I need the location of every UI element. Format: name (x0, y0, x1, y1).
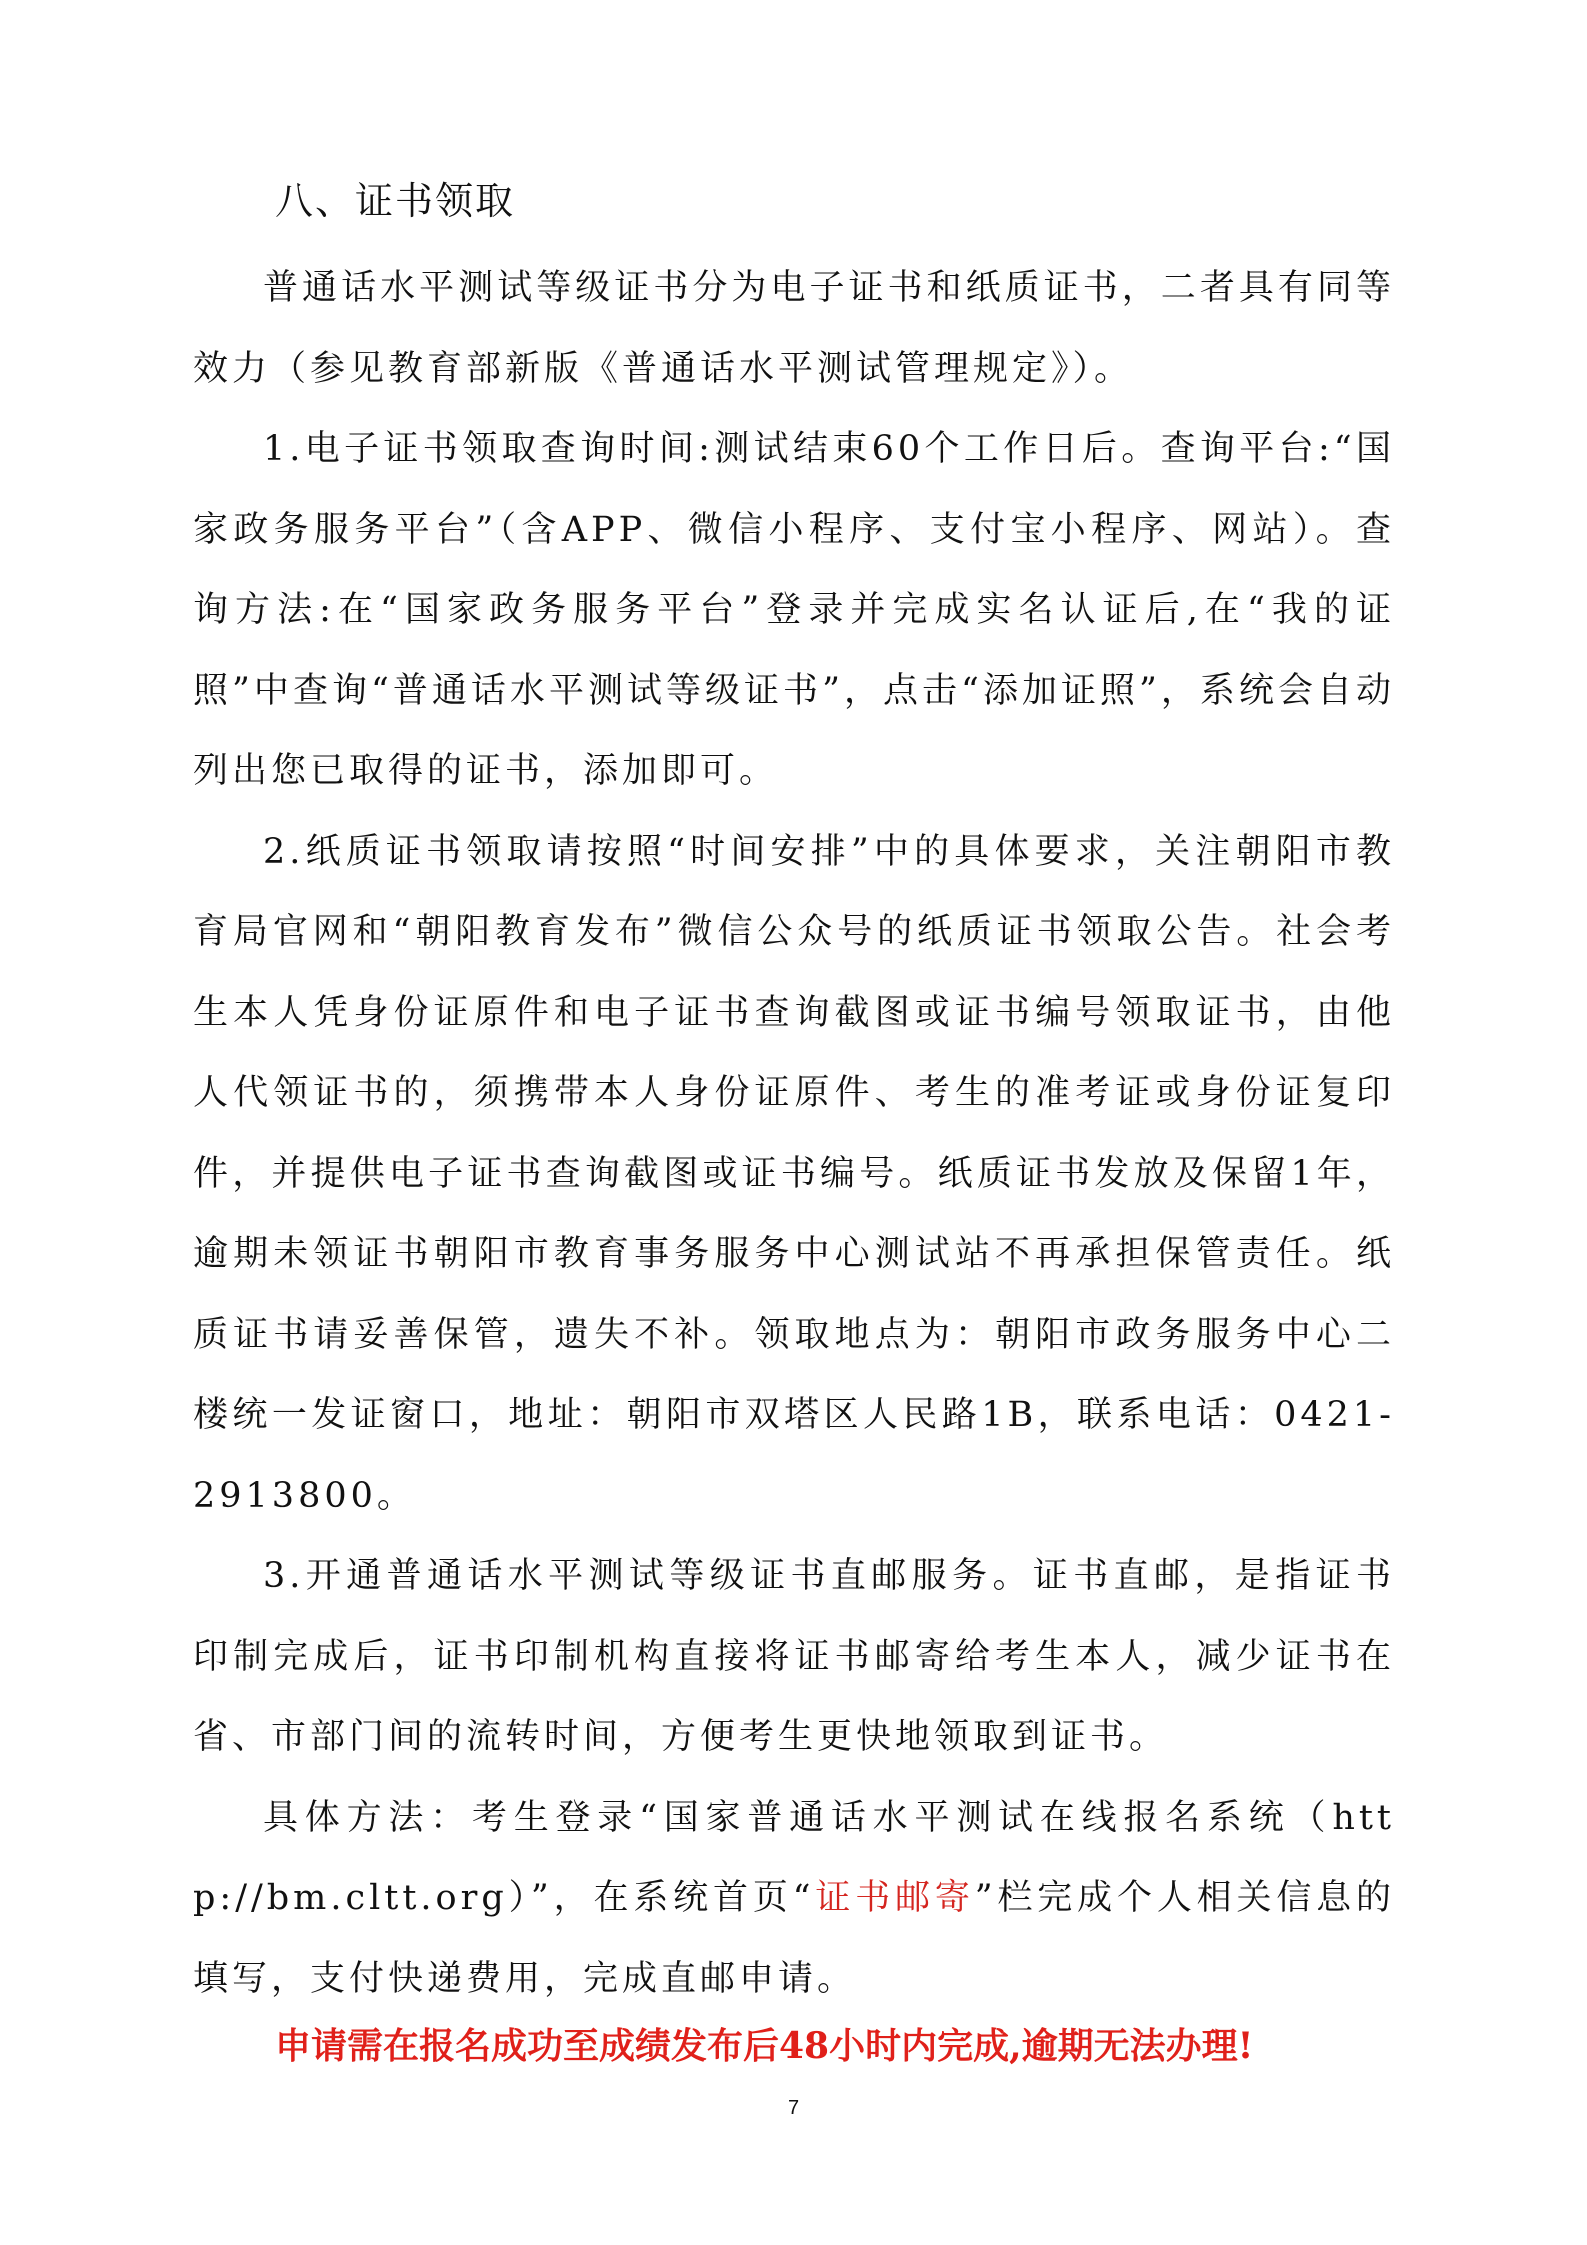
paragraph-paper-certificate: 2.纸质证书领取请按照“时间安排”中的具体要求，关注朝阳市教育局官网和“朝阳教育发布”微信公众号的纸质证书领取公告。社会考生本人凭身份证原件和电子证书查询截图或证书编号领取证书，由他人代领证书的，须携带本人身份证原件、考生的准考证或身份证复印件，并提供电子证书查询截图或证书编号。纸质证书发放及保留1年，逾期未领证书朝阳市教育事务服务中心测试站不再承担保管责任。纸质证书请妥善保管，遗失不补。领取地点为：朝阳市政务服务中心二楼统一发证窗口，地址：朝阳市双塔区人民路1B，联系电话：0421-2913800。 (193, 831, 1395, 1516)
application-method-text-end: ”栏完成个人相关信息的填写，支付快递费用，完成直邮申请。 (193, 1878, 1395, 1999)
page-number: 7 (787, 2097, 800, 2119)
paragraph-direct-mail-service: 3.开通普通话水平测试等级证书直邮服务。证书直邮，是指证书印制完成后，证书印制机构直接将证书邮寄给考生本人，减少证书在省、市部门间的流转时间，方便考生更快地领取到证书。 (193, 1556, 1395, 1757)
certificate-mail-link-text: 证书邮寄 (814, 1878, 975, 1918)
paragraph-electronic-certificate: 1.电子证书领取查询时间:测试结束60个工作日后。查询平台:“国家政务服务平台”（含APP、微信小程序、支付宝小程序、网站）。查询方法:在“国家政务服务平台”登录并完成实名认证后,在“我的证照”中查询“普通话水平测试等级证书”，点击“添加证照”，系统会自动列出您已取得的证书，添加即可。 (193, 429, 1395, 791)
deadline-notice: 申请需在报名成功至成绩发布后48小时内完成,逾期无法办理! (275, 2025, 1254, 2067)
application-method-text-start: 具体方法：考生登录“国家普通话水平测试在线报名系统（http://bm.cltt.org）”，在系统首页“ (193, 1797, 1395, 1918)
paragraph-certificate-types: 普通话水平测试等级证书分为电子证书和纸质证书，二者具有同等效力（参见教育部新版《普通话水平测试管理规定》）。 (193, 268, 1395, 389)
section-title: 八、证书领取 (275, 179, 516, 223)
page-content (193, 168, 1395, 2019)
paragraph-application-method (193, 1778, 1395, 2020)
